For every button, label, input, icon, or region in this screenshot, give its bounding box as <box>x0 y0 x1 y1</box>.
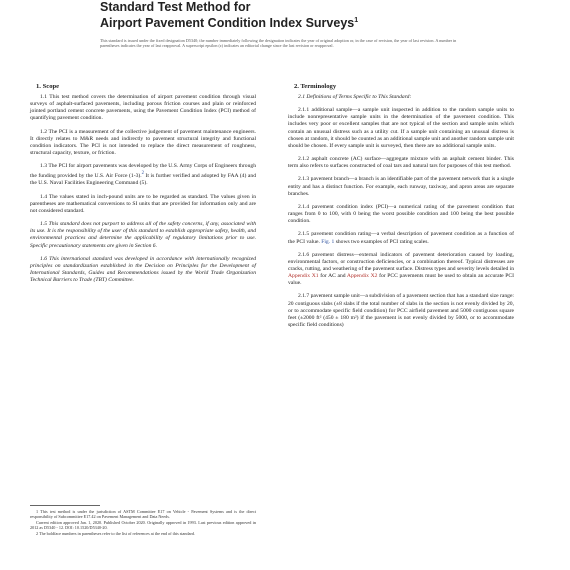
figure-link[interactable]: Fig. 1 <box>321 238 335 245</box>
paragraph-2-1-7 <box>288 293 514 329</box>
paragraph-2-1 <box>288 94 514 101</box>
title-line-1: Standard Test Method for <box>100 0 251 14</box>
appendix-x2-link[interactable]: Appendix X2 <box>346 273 378 280</box>
paragraph-1-6 <box>30 256 256 285</box>
paragraph-text <box>288 231 514 245</box>
footnotes <box>30 509 256 537</box>
paragraph-1-4 <box>30 194 256 215</box>
paragraph-text: 2.1.3 pavement branch—a branch is an identifiable part of the pavement network that is a single entity and has a distinct function. For example, each runway, taxiway, and apron areas are separate branches. <box>288 176 514 197</box>
paragraph-2-1-4 <box>288 204 514 225</box>
paragraph-text: 1.2 The PCI is a measurement of the collective judgement of pavement maintenance engineers. It directly relates to M&R needs and indirectly to pavement structural integrity and functional condition indicators. The PCI is not intended to replace the direct measurement of roughness, structural capacity, texture, or friction. <box>30 128 256 157</box>
paragraph-text-a: 1.3 The PCI for airport pavements was developed by the U.S. Army Corps of Engineers through the funding provided by the U.S. Air Force (1-3). <box>30 163 256 180</box>
paragraph-text: 2.1.7 pavement sample unit—a subdivision of a pavement section that has a standard size range: 20 contiguous slabs (±8 slabs if the total number of slabs in the section is not evenly divided by 20, or to accommodate specific field condition) for PCC airfield pavement and 5000 contiguous square feet (±2000 ft² (450 ± 180 m²) if the pavement is not evenly divided by 5000, or to accommodate specific field conditions) <box>288 293 514 329</box>
paragraph-text-b: shows two examples of PCI rating scales. <box>334 238 429 245</box>
paragraph-text <box>30 163 256 187</box>
title-footnote-marker: 1 <box>354 17 359 24</box>
paragraph-text-b: for AC and <box>318 273 347 280</box>
title-line-2-text: Airport Pavement Condition Index Surveys <box>100 16 355 31</box>
paragraph-1-1 <box>30 94 256 123</box>
appendix-x1-link[interactable]: Appendix X1 <box>288 273 319 280</box>
left-column <box>30 82 256 290</box>
footnote-edition: Current edition approved Jan. 1, 2020. Published October 2020. Originally approved in 1993. Last previous edition approved in 2012 as D5340 - 12. DOI: 10.1520/D5340-20. <box>30 520 256 531</box>
paragraph-2-1-6 <box>288 252 514 288</box>
paragraph-text <box>288 252 514 288</box>
paragraph-text-b: It is further verified and adopted by FAA (4) and the U.S. Naval Facilities Engineering Command (5). <box>30 173 256 187</box>
paragraph-text: 1.1 This test method covers the determination of airport pavement condition through visual surveys of asphalt-surfaced pavements, including porous friction courses and plain or reinforced jointed portland cement concrete pavements, using the Pavement Condition Index (PCI) method of quantifying pavement condition. <box>30 94 256 122</box>
title-line-2 <box>100 14 358 30</box>
footnote-2: 2 The boldface numbers in parentheses refer to the list of references at the end of this standard. <box>36 531 195 537</box>
paragraph-text: 1.6 This international standard was developed in accordance with internationally recognized principles on standardization established in the Decision on Principles for the Development of International Standards, Guides and Recommendations issued by the World Trade Organization Technical Barriers to Trade (TBT) Committee. <box>30 255 256 284</box>
paragraph-1-2 <box>30 129 256 158</box>
paragraph-text: 2.1 Definitions of Terms Specific to This Standard: <box>298 94 412 100</box>
paragraph-2-1-3 <box>288 176 514 197</box>
right-column <box>288 82 514 335</box>
standard-designation-note: This standard is issued under the fixed designation D5340; the number immediately following the designation indicates the year of original adoption or, in the case of revision, the year of last revision. A number in parentheses indicates the year of last reapproval. A superscript epsilon (ε) indicates an editorial change since the last revision or reapproval. <box>100 38 457 49</box>
paragraph-2-1-5 <box>288 231 514 245</box>
document-title <box>100 0 358 30</box>
paragraph-text-a: 2.1.5 pavement condition rating—a verbal description of pavement condition as a function of the PCI value. <box>288 231 514 245</box>
footnote-1: 1 This test method is under the jurisdiction of ASTM Committee E17 on Vehicle - Pavement Systems and is the direct responsibility of Subcommittee E17.42 on Pavement Management and Data Needs. <box>30 509 256 520</box>
footnote-ref-2[interactable]: 2 <box>141 171 144 177</box>
paragraph-text-a: 2.1.6 pavement distress—external indicators of pavement deterioration caused by loading, environmental factors, or construction deficiencies, or a combination thereof. Typical distresses are cracks, rutting, and weathering of the pavement surface. Distress types and severity levels detailed in <box>288 251 515 272</box>
footnote-divider <box>30 505 100 506</box>
paragraph-text: 1.5 This standard does not purport to address all of the safety concerns, if any, associated with its use. It is the responsibility of the user of this standard to establish appropriate safety, health, and environmental practices and determine the applicability of regulatory limitations prior to use. Specific precautionary statements are given in Section 6. <box>30 221 256 249</box>
paragraph-text: 2.1.1 additional sample—a sample unit inspected in addition to the random sample units to include nonrepresentative sample units in the determination of the pavement condition. This includes very poor or excellent samples that are not typical of the section and sample units which contain an unusual distress such as a utility cut. If a sample unit containing an unusual distress is chosen at random, it should be counted as an additional sample unit and another random sample unit should be chosen. If every sample unit is surveyed, then there are no additional sample units. <box>288 107 514 149</box>
paragraph-2-1-1 <box>288 107 514 150</box>
paragraph-text: 2.1.2 asphalt concrete (AC) surface—aggregate mixture with an asphalt cement binder. This term also refers to surfaces constructed of coal tars and natural tars for purposes of this test method. <box>288 156 514 170</box>
paragraph-1-3 <box>30 163 256 187</box>
paragraph-1-5 <box>30 221 256 250</box>
paragraph-text: 1.4 The values stated in inch-pound units are to be regarded as standard. The values given in parentheses are mathematical conversions to SI units that are provided for information only and are not considered standard. <box>30 193 256 214</box>
paragraph-text-c: for PCC pavements must be used to obtain an accurate PCI value. <box>288 273 515 287</box>
paragraph-2-1-2 <box>288 156 514 170</box>
section-heading-terminology: 2. Terminology <box>294 83 337 90</box>
section-heading-scope: 1. Scope <box>36 83 60 90</box>
paragraph-text: 2.1.4 pavement condition index (PCI)—a numerical rating of the pavement condition that ranges from 0 to 100, with 0 being the worst possible condition and 100 being the best possible condition. <box>288 203 514 225</box>
